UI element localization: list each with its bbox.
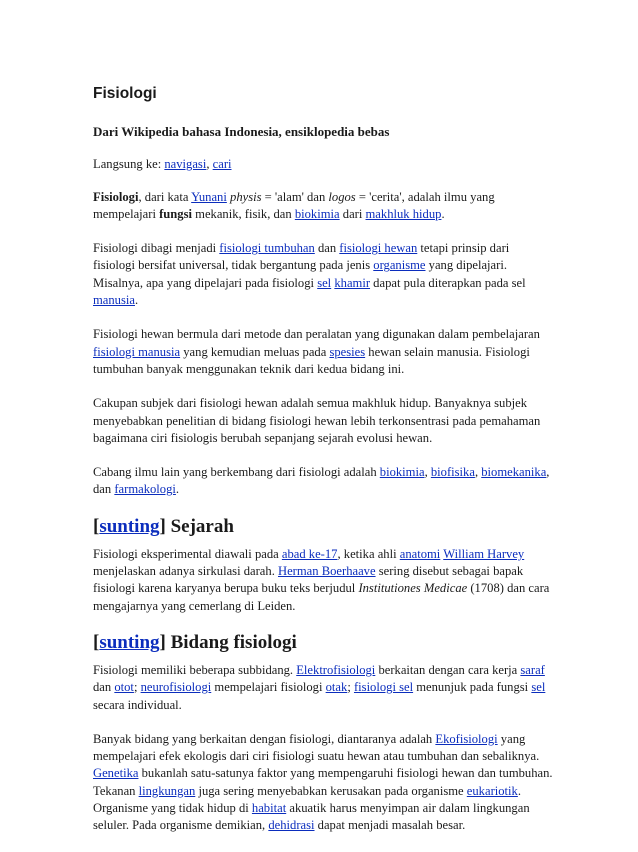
link-genetika[interactable]: Genetika [93, 766, 139, 781]
section-title: Sejarah [170, 515, 234, 537]
link-william-harvey[interactable]: William Harvey [443, 546, 525, 561]
link-dehidrasi[interactable]: dehidrasi [268, 818, 315, 833]
link-fisiologi-manusia[interactable]: fisiologi manusia [93, 344, 181, 359]
text-run: mekanik, fisik, dan [192, 206, 295, 221]
text-run: = 'alam' dan [261, 189, 329, 204]
paragraph-animal-physiology [93, 326, 553, 378]
text-run: . Organisme yang tidak hidup di [93, 783, 522, 816]
paragraph-related-fields [93, 731, 553, 835]
text-run: akuatik harus menyimpan air dalam lingkungan seluler. Pada organisme demikian, [93, 801, 530, 833]
text-run: Fisiologi eksperimental diawali pada [93, 546, 282, 561]
edit-section-link[interactable]: sunting [99, 631, 160, 653]
text-run: tetapi prinsip dari fisiologi bersifat universal, tidak bergantung pada jenis [93, 241, 510, 273]
link-saraf[interactable]: saraf [520, 662, 545, 677]
italic-term: logos [328, 189, 356, 204]
text-run: . [441, 206, 445, 221]
paragraph-branches [93, 464, 553, 499]
jump-links [93, 156, 553, 173]
link-yunani[interactable]: Yunani [191, 189, 227, 204]
link-biofisika[interactable]: biofisika [430, 465, 475, 480]
heading-bidang-fisiologi [93, 632, 553, 654]
link-sel[interactable]: sel [317, 275, 332, 290]
text-run: menjelaskan adanya sirkulasi darah. [93, 564, 278, 579]
search-link[interactable]: cari [212, 157, 232, 172]
link-herman-boerhaave[interactable]: Herman Boerhaave [278, 564, 376, 579]
text-run: Fisiologi dibagi menjadi [93, 241, 220, 256]
text-run: dapat pula diterapkan pada sel [370, 275, 526, 290]
bracket: [ [93, 631, 100, 653]
link-lingkungan[interactable]: lingkungan [138, 783, 196, 798]
intro-term: Fisiologi [93, 189, 139, 204]
link-fisiologi-sel[interactable]: fisiologi sel [353, 680, 414, 695]
text-run: , ketika ahli [337, 546, 400, 561]
text-run: dan [93, 680, 115, 695]
jump-prefix: Langsung ke: [93, 157, 165, 172]
text-run: yang kemudian meluas pada [180, 344, 330, 359]
link-biokimia-2[interactable]: biokimia [379, 465, 425, 480]
link-habitat[interactable]: habitat [251, 801, 287, 816]
text-run: Banyak bidang yang berkaitan dengan fisiologi, diantaranya adalah [93, 731, 436, 746]
text-run: sering disebut sebagai bapak fisiologi karena karyanya berupa buku teks berjudul [93, 564, 524, 596]
article-content [93, 84, 553, 852]
section-title: Bidang fisiologi [170, 631, 297, 653]
text-run: secara individual. [93, 697, 182, 712]
bracket: ] [159, 515, 171, 537]
page-title: Fisiologi [93, 85, 157, 102]
bold-term: fungsi [159, 206, 192, 221]
text-run: , [474, 465, 482, 480]
navigation-link[interactable]: navigasi [164, 157, 207, 172]
link-spesies[interactable]: spesies [329, 344, 366, 359]
link-makhluk-hidup[interactable]: makhluk hidup [365, 206, 442, 221]
link-biokimia[interactable]: biokimia [294, 206, 340, 221]
text-run: bukanlah satu-satunya faktor yang mempengaruhi fisiologi hewan dan tumbuhan. Tekanan [93, 766, 553, 798]
intro-paragraph [93, 189, 553, 224]
link-neurofisiologi[interactable]: neurofisiologi [140, 680, 212, 695]
text-run: juga sering menyebabkan kerusakan pada organisme [195, 783, 467, 798]
text-run: , dari kata [138, 189, 192, 204]
text-run: dari [339, 206, 366, 221]
link-elektrofisiologi[interactable]: Elektrofisiologi [296, 662, 376, 677]
text-run: hewan selain manusia. Fisiologi tumbuhan banyak menggunakan teknik dari kedua bidang ini. [93, 344, 530, 376]
link-khamir[interactable]: khamir [334, 275, 371, 290]
text-run: mempelajari fisiologi [211, 680, 326, 695]
link-manusia[interactable]: manusia [93, 293, 135, 308]
link-fisiologi-tumbuhan[interactable]: fisiologi tumbuhan [219, 241, 315, 256]
bracket: ] [159, 631, 171, 653]
text-run: . [134, 293, 139, 308]
text-run: dan [314, 241, 340, 256]
text-run: (1708) dan cara mengajarnya yang cemerlang di Leiden. [93, 581, 550, 613]
text-run: yang mempelajari efek ekologis dari ciri fisiologi suatu hewan atau tumbuhan dan sebaliknya. [93, 731, 540, 764]
link-sel-2[interactable]: sel [531, 680, 546, 695]
link-ekofisiologi[interactable]: Ekofisiologi [435, 731, 498, 746]
paragraph-divisions [93, 240, 553, 309]
text-run: Fisiologi hewan bermula dari metode dan peralatan yang digunakan dalam pembelajaran [93, 327, 540, 342]
paragraph-subfields [93, 662, 553, 714]
text-run: . [175, 482, 180, 497]
link-abad-ke-17[interactable]: abad ke-17 [281, 546, 338, 561]
jump-separator: , [206, 157, 213, 172]
link-anatomi[interactable]: anatomi [399, 546, 441, 561]
italic-term: physis [230, 189, 262, 204]
text-run: ; [347, 680, 354, 695]
paragraph-scope: Cakupan subjek dari fisiologi hewan adalah semua makhluk hidup. Banyaknya subjek menyebabkan penelitian di bidang fisiologi hewan lebih terkonsentrasi pada pemahaman bagaimana ciri fisiologis berubah sepanjang sejarah evolusi hewan. [93, 396, 541, 445]
heading-sejarah [93, 516, 553, 538]
text-run: ; [133, 680, 141, 695]
text-run: Cabang ilmu lain yang berkembang dari fisiologi adalah [93, 465, 380, 480]
link-farmakologi[interactable]: farmakologi [114, 482, 176, 497]
bracket: [ [93, 515, 100, 537]
edit-section-link[interactable]: sunting [99, 515, 160, 537]
link-organisme[interactable]: organisme [373, 258, 426, 273]
book-title: Institutiones Medicae [358, 581, 468, 596]
text-run: , [424, 465, 431, 480]
paragraph-history [93, 546, 553, 615]
text-run: Fisiologi memiliki beberapa subbidang. [93, 662, 297, 677]
text-run: = 'cerita', adalah ilmu yang mempelajari [93, 189, 495, 221]
page-subtitle: Dari Wikipedia bahasa Indonesia, ensiklopedia bebas [93, 124, 390, 139]
link-otot[interactable]: otot [114, 680, 134, 695]
link-eukariotik[interactable]: eukariotik [466, 783, 518, 798]
link-otak[interactable]: otak [325, 680, 348, 695]
text-run: , dan [93, 465, 550, 497]
text-run: menunjuk pada fungsi [413, 680, 532, 695]
link-biomekanika[interactable]: biomekanika [481, 465, 547, 480]
text-run: berkaitan dengan cara kerja [375, 662, 521, 677]
link-fisiologi-hewan[interactable]: fisiologi hewan [339, 241, 418, 256]
text-run: yang dipelajari. Misalnya, apa yang dipelajari pada fisiologi [93, 258, 507, 290]
text-run: dapat menjadi masalah besar. [314, 818, 466, 833]
